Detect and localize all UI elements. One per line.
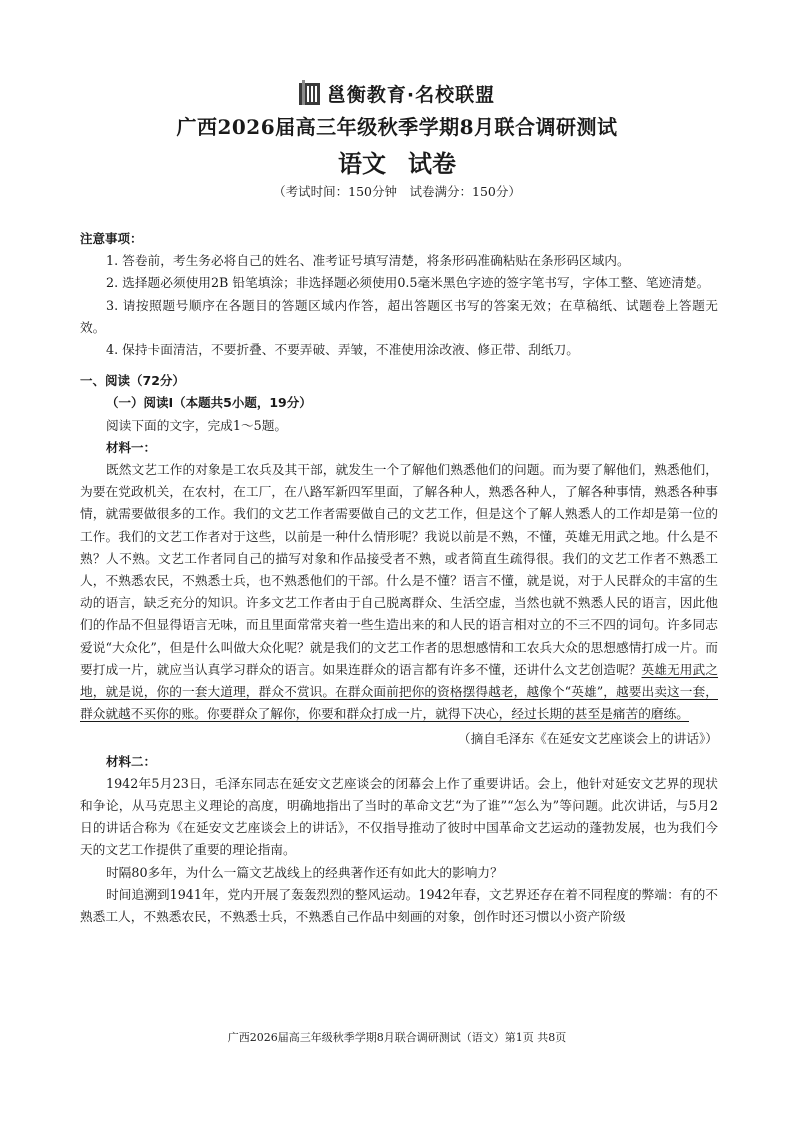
underlined-passage: 英雄无用武之地，就是说，你的一套大道理，群众不赏识。在群众面前把你的资格摆得越老，越像个“英雄”，越要出卖这一套，群众就越不买你的账。你要群众了解你，你要和群众打成一片，就得下决心，经过长期的甚至是痛苦的磨练。 (80, 661, 719, 722)
notice-heading: 注意事项： (80, 231, 143, 246)
material-two-label: 材料二： (106, 753, 157, 769)
subsection-heading: （一）阅读Ⅰ（本题共5小题，19分） (106, 395, 312, 411)
exam-info: （考试时间：150分钟 试卷满分：150分） (273, 184, 521, 199)
material-one-label: 材料一： (106, 439, 157, 455)
notice-item: 2. 选择题必须使用2B 铅笔填涂；非选择题必须使用0.5毫米黑色字迹的签字笔书写，字体工整、笔迹清楚。 (106, 275, 710, 291)
material-two-paragraph: 时间追溯到1941年，党内开展了轰轰烈烈的整风运动。1942年春，文艺界还存在着不同程度的弊端：有的不熟悉工人，不熟悉农民，不熟悉士兵，不熟悉自己作品中刻画的对象，创作时还习惯以小资产阶级 (80, 886, 718, 925)
material-two-paragraph: 1942年5月23日，毛泽东同志在延安文艺座谈会的闭幕会上作了重要讲话。会上，他针对延安文艺界的现状和争论，从马克思主义理论的高度，明确地指出了当时的革命文艺“为了谁”“怎么为”等问题。此次讲话，与5月2日的讲话合称为《在延安文艺座谈会上的讲话》，不仅指导推动了彼时中国革命文艺运动的蓬勃发展，也为我们今天的文艺工作提供了重要的理论指南。 (80, 775, 718, 858)
brand-name: 邕衡教育·名校联盟 (326, 84, 496, 106)
subject-title (0, 144, 794, 179)
exam-title: 广西2026届高三年级秋季学期8月联合调研测试 (176, 115, 618, 139)
subject-name: 语文 (338, 150, 386, 178)
brand-header (0, 80, 794, 107)
notice-item: 4. 保持卡面清洁，不要折叠、不要弄破、弄皱，不准使用涂改液、修正带、刮纸刀。 (106, 342, 579, 358)
material-one-text (80, 459, 718, 725)
material-two-paragraph: 时隔80多年，为什么一篇文艺战线上的经典著作还有如此大的影响力？ (106, 864, 503, 880)
reading-instruction: 阅读下面的文字，完成1～5题。 (106, 417, 288, 433)
notice-item: 3. 请按照题号顺序在各题目的答题区域内作答，超出答题区书写的答案无效；在草稿纸、试题卷上答题无效。 (80, 297, 718, 335)
paper-label: 试卷 (408, 150, 456, 178)
page-footer: 广西2026届高三年级秋季学期8月联合调研测试（语文）第1页 共8页 (227, 1031, 567, 1044)
book-logo-icon (299, 80, 321, 106)
material-one-source: （摘自毛泽东《在延安文艺座谈会上的讲话》） (457, 731, 718, 747)
document-body (80, 228, 718, 928)
material-one-body: 既然文艺工作的对象是工农兵及其干部，就发生一个了解他们熟悉他们的问题。而为要了解他们，熟悉他们，为要在党政机关，在农村，在工厂，在八路军新四军里面，了解各种人，熟悉各种人，了解各种事情，熟悉各种事情，就需要做很多的工作。我们的文艺工作者需要做自己的文艺工作，但是这个了解人熟悉人的工作却是第一位的工作。我们的文艺工作者对于这些，以前是一种什么情形呢？我说以前是不熟，不懂，英雄无用武之地。什么是不熟？人不熟。文艺工作者同自己的描写对象和作品接受者不熟，或者简直生疏得很。我们的文艺工作者不熟悉工人，不熟悉农民，不熟悉士兵，也不熟悉他们的干部。什么是不懂？语言不懂，就是说，对于人民群众的丰富的生动的语言，缺乏充分的知识。许多文艺工作者由于自己脱离群众、生活空虚，当然也就不熟悉人民的语言，因此他们的作品不但显得语言无味，而且里面常常夹着一些生造出来的和人民的语言相对立的不三不四的词句。许多同志爱说“大众化”，但是什么叫做大众化呢？就是我们的文艺工作者的思想感情和工农兵大众的思想感情打成一片。而要打成一片，就应当认真学习群众的语言。如果连群众的语言都有许多不懂，还讲什么文艺创造呢？ (80, 462, 718, 677)
section-heading: 一、阅读（72分） (80, 373, 185, 389)
notice-item: 1. 答卷前，考生务必将自己的姓名、准考证号填写清楚，将条形码准确粘贴在条形码区域内。 (106, 253, 630, 269)
